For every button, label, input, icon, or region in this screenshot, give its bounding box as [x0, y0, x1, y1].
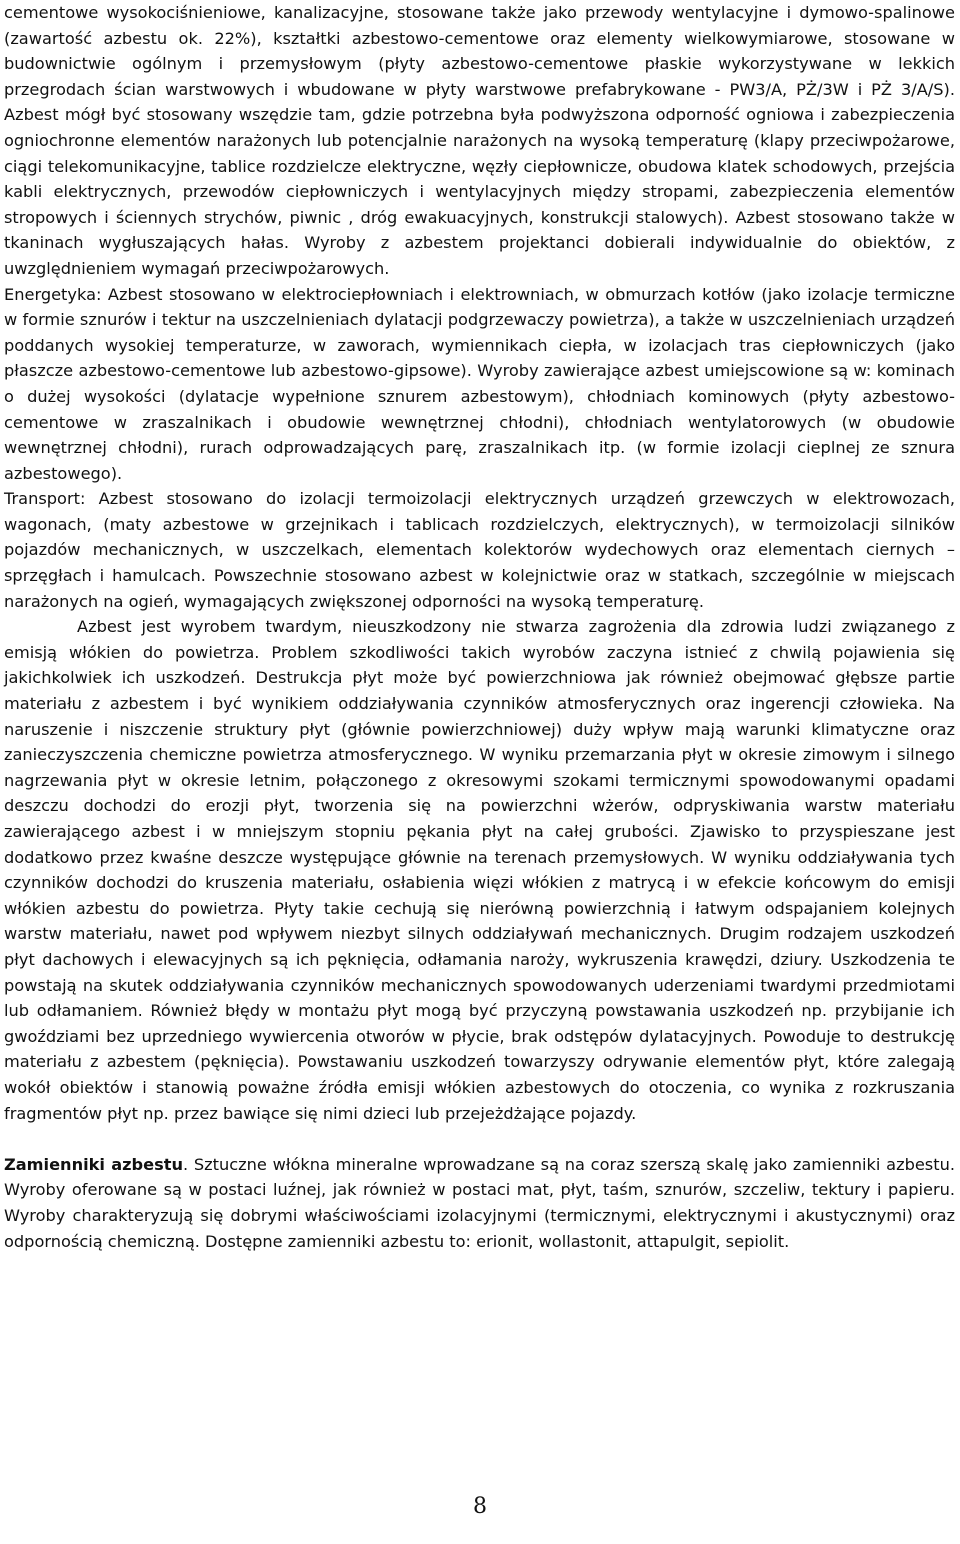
document-page: [4, 0, 955, 1254]
paragraph-transport-sector: Transport: Azbest stosowano do izolacji termoizolacji elektrycznych urządzeń grzewczych w elektrowozach, wagonach, (maty azbestowe w grzejnikach i tablicach rozdzielczych, elektrycznych), w termoizolacji silników pojazdów mechanicznych, w uszczelkach, elementach kolektorów wydechowych oraz elementach ciernych – sprzęgłach i hamulcach. Powszechnie stosowano azbest w kolejnictwie oraz w statkach, szczególnie w miejscach narażonych na ogień, wymagających zwiększonej odporności na wysoką temperaturę.: [4, 489, 955, 611]
paragraph-energy-sector: Energetyka: Azbest stosowano w elektrociepłowniach i elektrowniach, w obmurzach kotłów (jako izolacje termiczne w formie sznurów i tektur na uszczelnieniach dylatacji podgrzewaczy powietrza), a także w uszczelnieniach urządzeń poddanych wysokiej temperaturze, w zaworach, wymiennikach ciepła, w izolacjach tras ciepłowniczych (jako płaszcze azbestowo-cementowe lub azbestowo-gipsowe). Wyroby zawierające azbest umiejscowione są w: kominach o dużej wysokości (dylatacje wypełnione sznurem azbestowym), chłodniach kominowych (płyty azbestowo-cementowe w zraszalnikach i obudowie wewnętrznej chłodni), chłodniach wentylatorowych (w obudowie wewnętrznej chłodni), rurach odprowadzających parę, zraszalnikach itp. (w formie izolacji cieplnej ze sznura azbestowego).: [4, 284, 955, 483]
substitutes-heading: Zamienniki azbestu: [4, 1154, 183, 1174]
paragraph-damage-description: Azbest jest wyrobem twardym, nieuszkodzony nie stwarza zagrożenia dla zdrowia ludzi związanego z emisją włókien do powietrza. Problem szkodliwości takich wyrobów zaczyna istnieć z chwilą pojawienia się jakichkolwiek ich uszkodzeń. Destrukcja płyt może być powierzchniowa jak również obejmować głębsze partie materiału z azbestem i być wynikiem oddziaływania czynników atmosferycznych oraz ingerencji człowieka. Na naruszenie i niszczenie struktury płyt (głównie powierzchniowej) duży wpływ mają warunki klimatyczne oraz zanieczyszczenia chemiczne powietrza atmosferycznego. W wyniku przemarzania płyt w okresie zimowym i silnego nagrzewania płyt w okresie letnim, połączonego z okresowymi szokami termicznymi spowodowanymi opadami deszczu dochodzi do erozji płyt, tworzenia się na powierzchni wżerów, odpryskiwania warstw materiału zawierającego azbest i w mniejszym stopniu pękania płyt na całej grubości. Zjawisko to przyspieszane jest dodatkowo przez kwaśne deszcze występujące głównie na terenach przemysłowych. W wyniku oddziaływania tych czynników dochodzi do kruszenia materiału, osłabienia więzi włókien z matrycą i w efekcie końcowym do emisji włókien azbestu do powietrza. Płyty takie cechują się nierówną powierzchnią i łatwym odspajaniem kolejnych warstw materiału, nawet pod wpływem niezbyt silnych oddziaływań mechanicznych. Drugim rodzajem uszkodzeń płyt dachowych i elewacyjnych są ich pęknięcia, odłamania naroży, wykruszenia krawędzi, dziury. Uszkodzenia te powstają na skutek oddziaływania czynników mechanicznych spowodowanych uderzeniami twardymi przedmiotami lub odłamaniem. Również błędy w montażu płyt mogą być przyczyną powstawania uszkodzeń np. przybijanie ich gwoździami bez uprzedniego wywiercenia otworów w płycie, brak odstępów dylatacyjnych. Powoduje to destrukcję materiału z azbestem (pęknięcia). Powstawaniu uszkodzeń towarzyszy odrywanie elementów płyt, które zalegają wokół obiektów i stanowią poważne źródła emisji włókien azbestowych do otoczenia, co wynika z rozkruszania fragmentów płyt np. przez bawiące się nimi dzieci lub przejeżdżające pojazdy.: [4, 617, 955, 1123]
paragraph-building-materials: cementowe wysokociśnieniowe, kanalizacyjne, stosowane także jako przewody wentylacyjne i dymowo-spalinowe (zawartość azbestu ok. 22%), kształtki azbestowo-cementowe oraz elementy wielkowymiarowe, stosowane w budownictwie ogólnym i przemysłowym (płyty azbestowo-cementowe płaskie wykorzystywane w lekkich przegrodach ścian warstwowych i wbudowane w płyty warstwowe prefabrykowane - PW3/A, PŻ/3W i PŻ 3/A/S). Azbest mógł być stosowany wszędzie tam, gdzie potrzebna była podwyższona odporność ogniowa i zabezpieczenia ogniochronne elementów narażonych lub potencjalnie narażonych na wysoką temperaturę (klapy przeciwpożarowe, ciągi telekomunikacyjne, tablice rozdzielcze elektryczne, węzły ciepłownicze, obudowa klatek schodowych, przejścia kabli elektrycznych, przewodów ciepłowniczych i wentylacyjnych między stropami, zabezpieczenia elementów stropowych i ściennych strychów, piwnic , dróg ewakuacyjnych, konstrukcji stalowych). Azbest stosowano także w tkaninach wygłuszających hałas. Wyroby z azbestem projektanci dobierali indywidualnie do obiektów, z uwzględnieniem wymagań przeciwpożarowych.: [4, 3, 955, 278]
page-number: 8: [473, 1494, 487, 1519]
substitutes-text: . Sztuczne włókna mineralne wprowadzane są na coraz szerszą skalę jako zamienniki azbestu. Wyroby oferowane są w postaci luźnej, jak również w postaci mat, płyt, taśm, sznurów, szczeliw, tektury i papieru. Wyroby charakteryzują się dobrymi właściwościami izolacyjnymi (termicznymi, elektrycznymi i akustycznymi) oraz odpornością chemiczną. Dostępne zamienniki azbestu to: erionit, wollastonit, attapulgit, sepiolit.: [4, 1154, 955, 1251]
paragraph-spacer: [4, 1126, 955, 1152]
paragraph-substitutes: [4, 1152, 955, 1254]
